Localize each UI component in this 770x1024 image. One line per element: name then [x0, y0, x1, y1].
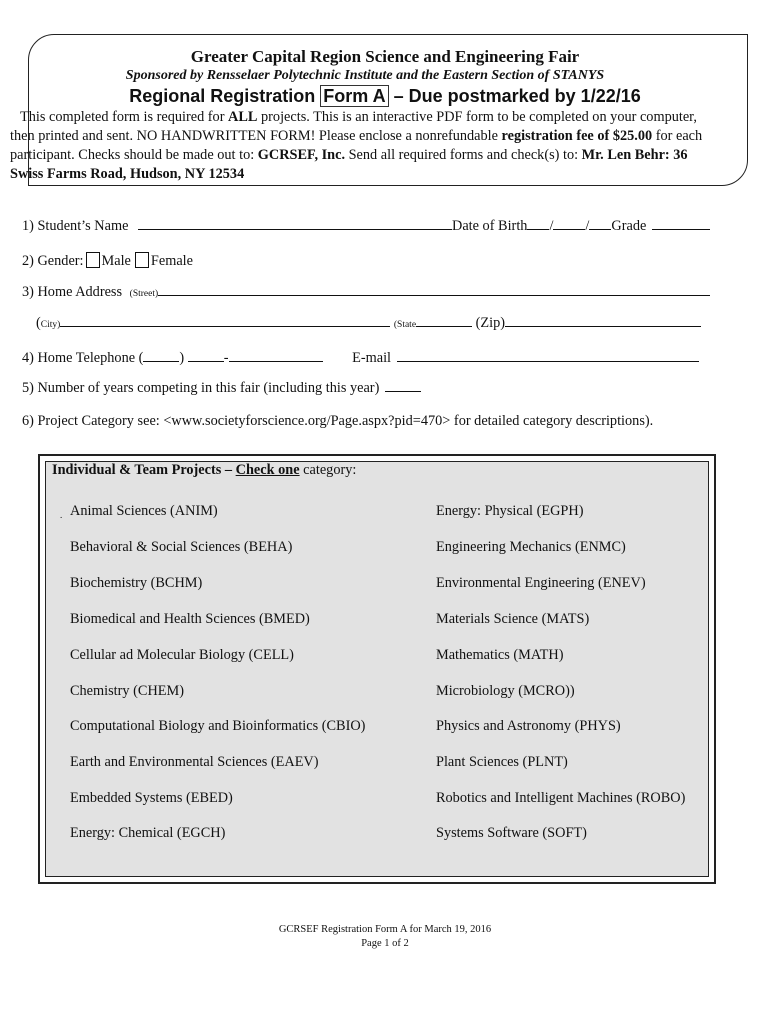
category-heading: [52, 462, 356, 479]
footer-page-number: Page 1 of 2: [361, 938, 409, 949]
check-one-label: Check one: [235, 462, 300, 478]
q5-row: [22, 378, 421, 397]
dob-month-field[interactable]: [527, 216, 549, 230]
instr-bold-all: ALL: [228, 109, 258, 125]
male-label: Male: [101, 253, 131, 269]
email-field[interactable]: [397, 348, 699, 362]
category-cbio[interactable]: Computational Biology and Bioinformatics (CBIO): [70, 718, 366, 734]
zip-label: (Zip): [475, 315, 506, 331]
q6-label: 6) Project Category see: <www.societyforscience.org/Page.aspx?pid=470> for detailed category descriptions).: [22, 413, 654, 429]
phone-dash: -: [223, 350, 229, 366]
dob-day-field[interactable]: [553, 216, 585, 230]
category-bchm[interactable]: Biochemistry (BCHM): [70, 575, 203, 591]
zip-field[interactable]: [505, 313, 701, 327]
instr-bold-payee: GCRSEF, Inc.: [257, 147, 346, 163]
category-chem[interactable]: Chemistry (CHEM): [70, 683, 184, 699]
registration-heading: [0, 86, 770, 107]
q2-row: [22, 252, 193, 270]
category-heading-rest: category:: [299, 462, 357, 478]
student-name-field[interactable]: [138, 216, 452, 230]
grade-field[interactable]: [652, 216, 710, 230]
instr-bold-fee: registration fee of $25.00: [501, 128, 653, 144]
street-field[interactable]: [158, 282, 710, 296]
city-paren: (: [36, 315, 41, 331]
email-label: E-mail: [352, 350, 392, 366]
q1-row: [22, 216, 710, 235]
telephone-label: 4) Home Telephone (: [22, 350, 144, 366]
instructions: [10, 108, 720, 184]
years-competing-label: 5) Number of years competing in this fair (including this year): [22, 380, 380, 396]
area-code-field[interactable]: [143, 348, 179, 362]
q3-row: [22, 282, 710, 301]
q3-row-2: [36, 313, 701, 332]
dob-year-field[interactable]: [589, 216, 611, 230]
dob-sep-2: /: [585, 218, 590, 234]
street-label: (Street): [129, 289, 159, 299]
category-enmc[interactable]: Engineering Mechanics (ENMC): [436, 539, 626, 555]
category-beha[interactable]: Behavioral & Social Sciences (BEHA): [70, 539, 293, 555]
grade-label: Grade: [611, 218, 647, 234]
dob-sep-1: /: [549, 218, 554, 234]
category-heading-bold: Individual & Team Projects –: [52, 462, 236, 478]
phone-prefix-field[interactable]: [188, 348, 224, 362]
category-plnt[interactable]: Plant Sciences (PLNT): [436, 754, 568, 770]
city-field[interactable]: [60, 313, 390, 327]
home-address-label: 3) Home Address: [22, 284, 123, 300]
q4-row: [22, 348, 699, 367]
student-name-label: 1) Student’s Name: [22, 218, 129, 234]
instr-text-2: projects. This is an interactive PDF form to be completed on your computer, then printed and sent. NO HANDWRITTEN FORM! Please enclose a nonrefundable: [10, 109, 697, 144]
male-checkbox[interactable]: [86, 252, 100, 268]
state-label: (State: [393, 320, 417, 330]
instr-text-3: for each participant. Checks should be made out to:: [10, 128, 703, 163]
female-label: Female: [150, 253, 194, 269]
area-code-close: ): [179, 350, 185, 366]
fair-title: Greater Capital Region Science and Engineering Fair: [190, 47, 580, 66]
gender-label: 2) Gender:: [22, 253, 84, 269]
category-math[interactable]: Mathematics (MATH): [436, 647, 564, 663]
sponsor-line: Sponsored by Rensselaer Polytechnic Institute and the Eastern Section of STANYS: [125, 68, 605, 83]
phone-line-field[interactable]: [229, 348, 323, 362]
category-robo[interactable]: Robotics and Intelligent Machines (ROBO): [436, 790, 686, 806]
category-mats[interactable]: Materials Science (MATS): [436, 611, 590, 627]
category-box-inner: [45, 461, 709, 877]
instr-bold-address: Mr. Len Behr: 36 Swiss Farms Road, Hudson, NY 12534: [10, 147, 688, 182]
category-egch[interactable]: Energy: Chemical (EGCH): [70, 825, 226, 841]
category-ebed[interactable]: Embedded Systems (EBED): [70, 790, 233, 806]
category-eaev[interactable]: Earth and Environmental Sciences (EAEV): [70, 754, 319, 770]
reg-suffix: – Due postmarked by 1/22/16: [388, 86, 641, 106]
category-egph[interactable]: Energy: Physical (EGPH): [436, 503, 584, 519]
category-cell[interactable]: Cellular ad Molecular Biology (CELL): [70, 647, 294, 663]
instr-text-1: This completed form is required for: [20, 109, 229, 125]
years-competing-field[interactable]: [385, 378, 421, 392]
state-field[interactable]: [416, 313, 472, 327]
dob-label: Date of Birth: [452, 218, 528, 234]
form-a-label: Form A: [320, 85, 388, 107]
footer-form-info: GCRSEF Registration Form A for March 19, 2016: [278, 924, 492, 935]
bullet-mark: .: [60, 510, 63, 520]
category-phys[interactable]: Physics and Astronomy (PHYS): [436, 718, 621, 734]
category-bmed[interactable]: Biomedical and Health Sciences (BMED): [70, 611, 310, 627]
instr-text-4: Send all required forms and check(s) to:: [345, 147, 582, 163]
category-enev[interactable]: Environmental Engineering (ENEV): [436, 575, 646, 591]
category-anim[interactable]: Animal Sciences (ANIM): [70, 503, 218, 519]
category-soft[interactable]: Systems Software (SOFT): [436, 825, 587, 841]
reg-prefix: Regional Registration: [129, 86, 321, 106]
category-mcro[interactable]: Microbiology (MCRO)): [436, 683, 575, 699]
female-checkbox[interactable]: [135, 252, 149, 268]
city-label: City): [40, 320, 61, 330]
